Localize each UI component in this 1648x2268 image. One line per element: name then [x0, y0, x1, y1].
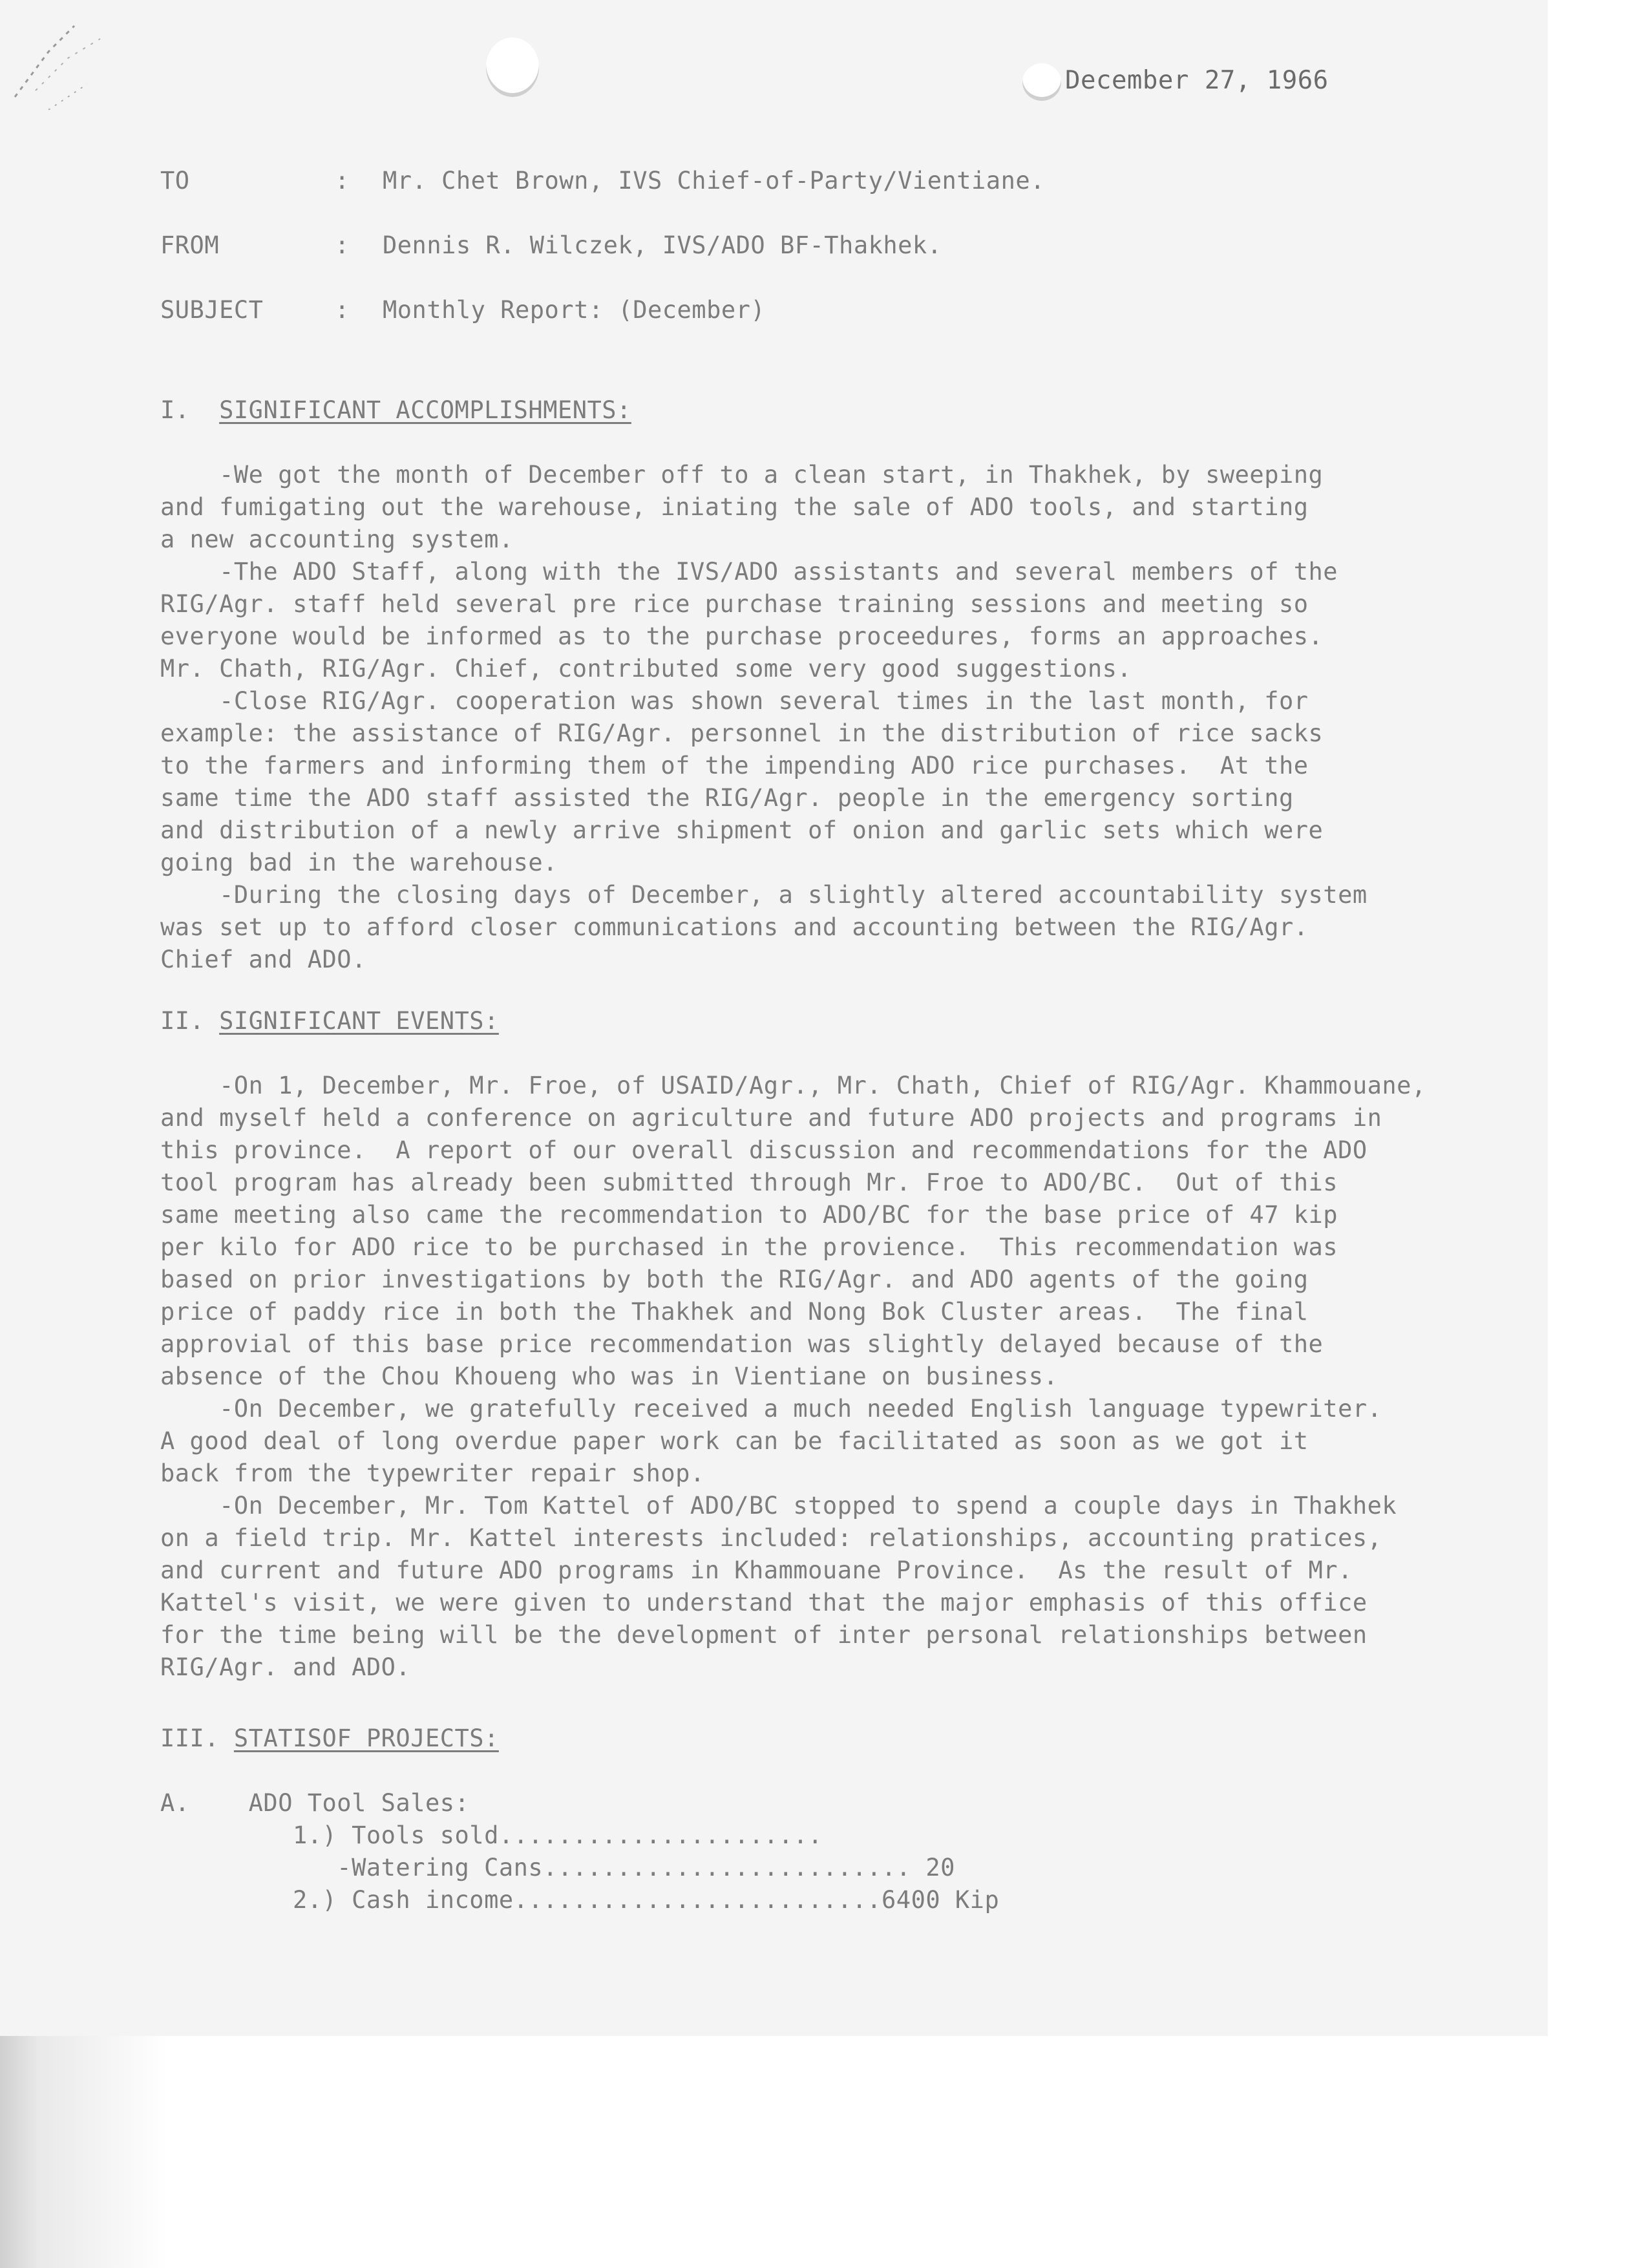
- paragraph-line: tool program has already been submitted through Mr. Froe to ADO/BC. Out of this: [160, 1169, 1338, 1196]
- project-row: 1.) Tools sold......................: [160, 1821, 823, 1849]
- section-1-number: I.: [160, 396, 190, 424]
- paragraph-line: this province. A report of our overall discussion and recommendations for the ADO: [160, 1136, 1368, 1164]
- header-label-from: FROM: [160, 231, 220, 259]
- header-value-from: Dennis R. Wilczek, IVS/ADO BF-Thakhek.: [383, 231, 942, 259]
- punch-hole: [1022, 63, 1061, 101]
- paragraph-line: to the farmers and informing them of the impending ADO rice purchases. At the: [160, 752, 1309, 779]
- section-2-number: II.: [160, 1007, 205, 1035]
- project-row: -Watering Cans......................... 20: [160, 1854, 955, 1881]
- paragraph-line: Kattel's visit, we were given to understand that the major emphasis of this office: [160, 1589, 1368, 1616]
- header-value-to: Mr. Chet Brown, IVS Chief-of-Party/Vientiane.: [383, 167, 1045, 195]
- paragraph-line: RIG/Agr. and ADO.: [160, 1653, 411, 1681]
- section-1-title: SIGNIFICANT ACCOMPLISHMENTS:: [219, 396, 631, 424]
- paragraph-line: everyone would be informed as to the purchase proceedures, forms an approaches.: [160, 622, 1324, 650]
- paragraph-line: -The ADO Staff, along with the IVS/ADO assistants and several members of the: [160, 558, 1338, 586]
- paragraph-line: and fumigating out the warehouse, iniating the sale of ADO tools, and starting: [160, 493, 1309, 521]
- paragraph-line: approvial of this base price recommendation was slightly delayed because of the: [160, 1330, 1324, 1358]
- section-3-heading: [160, 1722, 499, 1755]
- project-row: 2.) Cash income.........................6400 Kip: [160, 1886, 1000, 1914]
- section-2-title: SIGNIFICANT EVENTS:: [219, 1007, 499, 1035]
- paragraph-line: same meeting also came the recommendation to ADO/BC for the base price of 47 kip: [160, 1201, 1338, 1229]
- paragraph-line: same time the ADO staff assisted the RIG/Agr. people in the emergency sorting: [160, 784, 1294, 812]
- paragraph-line: -On December, Mr. Tom Kattel of ADO/BC stopped to spend a couple days in Thakhek: [160, 1492, 1397, 1520]
- paragraph-line: a new accounting system.: [160, 525, 514, 553]
- paragraph-line: on a field trip. Mr. Kattel interests included: relationships, accounting pratices,: [160, 1524, 1382, 1552]
- paragraph-line: going bad in the warehouse.: [160, 849, 558, 876]
- section-2-heading: [160, 1005, 499, 1037]
- paragraph-line: price of paddy rice in both the Thakhek and Nong Bok Cluster areas. The final: [160, 1298, 1309, 1326]
- scan-margin-right: [1548, 0, 1648, 2268]
- paragraph-line: based on prior investigations by both the RIG/Agr. and ADO agents of the going: [160, 1266, 1309, 1293]
- header-value-subject: Monthly Report: (December): [383, 296, 766, 324]
- section-1-heading: [160, 394, 631, 427]
- punch-hole: [486, 37, 539, 97]
- paragraph-line: -On December, we gratefully received a much needed English language typewriter.: [160, 1395, 1382, 1423]
- paragraph-line: was set up to afford closer communications and accounting between the RIG/Agr.: [160, 913, 1309, 941]
- header-label-subject: SUBJECT: [160, 296, 264, 324]
- paragraph-line: -Close RIG/Agr. cooperation was shown several times in the last month, for: [160, 687, 1309, 715]
- paragraph-line: back from the typewriter repair shop.: [160, 1459, 705, 1487]
- paragraph-line: RIG/Agr. staff held several pre rice purchase training sessions and meeting so: [160, 590, 1309, 618]
- scan-margin-bottom: [0, 2036, 1648, 2268]
- document-date: December 27, 1966: [1065, 66, 1329, 95]
- paragraph-line: and distribution of a newly arrive shipment of onion and garlic sets which were: [160, 816, 1324, 844]
- header-colon: :: [335, 231, 350, 259]
- section-1-body: [160, 459, 1479, 976]
- paragraph-line: example: the assistance of RIG/Agr. personnel in the distribution of rice sacks: [160, 719, 1324, 747]
- paragraph-line: absence of the Chou Khoueng who was in Vientiane on business.: [160, 1362, 1059, 1390]
- paragraph-line: Mr. Chath, RIG/Agr. Chief, contributed some very good suggestions.: [160, 655, 1132, 683]
- header-colon: :: [335, 296, 350, 324]
- section-2-body: [160, 1070, 1479, 1684]
- paragraph-line: for the time being will be the development of inter personal relationships between: [160, 1621, 1368, 1649]
- header-colon: :: [335, 167, 350, 195]
- projects-list: [160, 1787, 999, 1916]
- paragraph-line: and current and future ADO programs in Khammouane Province. As the result of Mr.: [160, 1556, 1353, 1584]
- paragraph-line: -During the closing days of December, a slightly altered accountability system: [160, 881, 1368, 909]
- paragraph-line: -We got the month of December off to a clean start, in Thakhek, by sweeping: [160, 461, 1324, 489]
- pencil-mark-icon: [10, 13, 126, 110]
- paragraph-line: per kilo for ADO rice to be purchased in the provience. This recommendation was: [160, 1233, 1338, 1261]
- section-3-number: III.: [160, 1724, 220, 1752]
- paragraph-line: Chief and ADO.: [160, 946, 366, 973]
- paragraph-line: and myself held a conference on agriculture and future ADO projects and programs in: [160, 1104, 1382, 1132]
- paragraph-line: -On 1, December, Mr. Froe, of USAID/Agr., Mr. Chath, Chief of RIG/Agr. Khammouane,: [160, 1072, 1426, 1099]
- header-label-to: TO: [160, 167, 190, 195]
- section-3-title: STATISOF PROJECTS:: [233, 1724, 499, 1752]
- project-row: A. ADO Tool Sales:: [160, 1789, 470, 1817]
- paragraph-line: A good deal of long overdue paper work can be facilitated as soon as we got it: [160, 1427, 1309, 1455]
